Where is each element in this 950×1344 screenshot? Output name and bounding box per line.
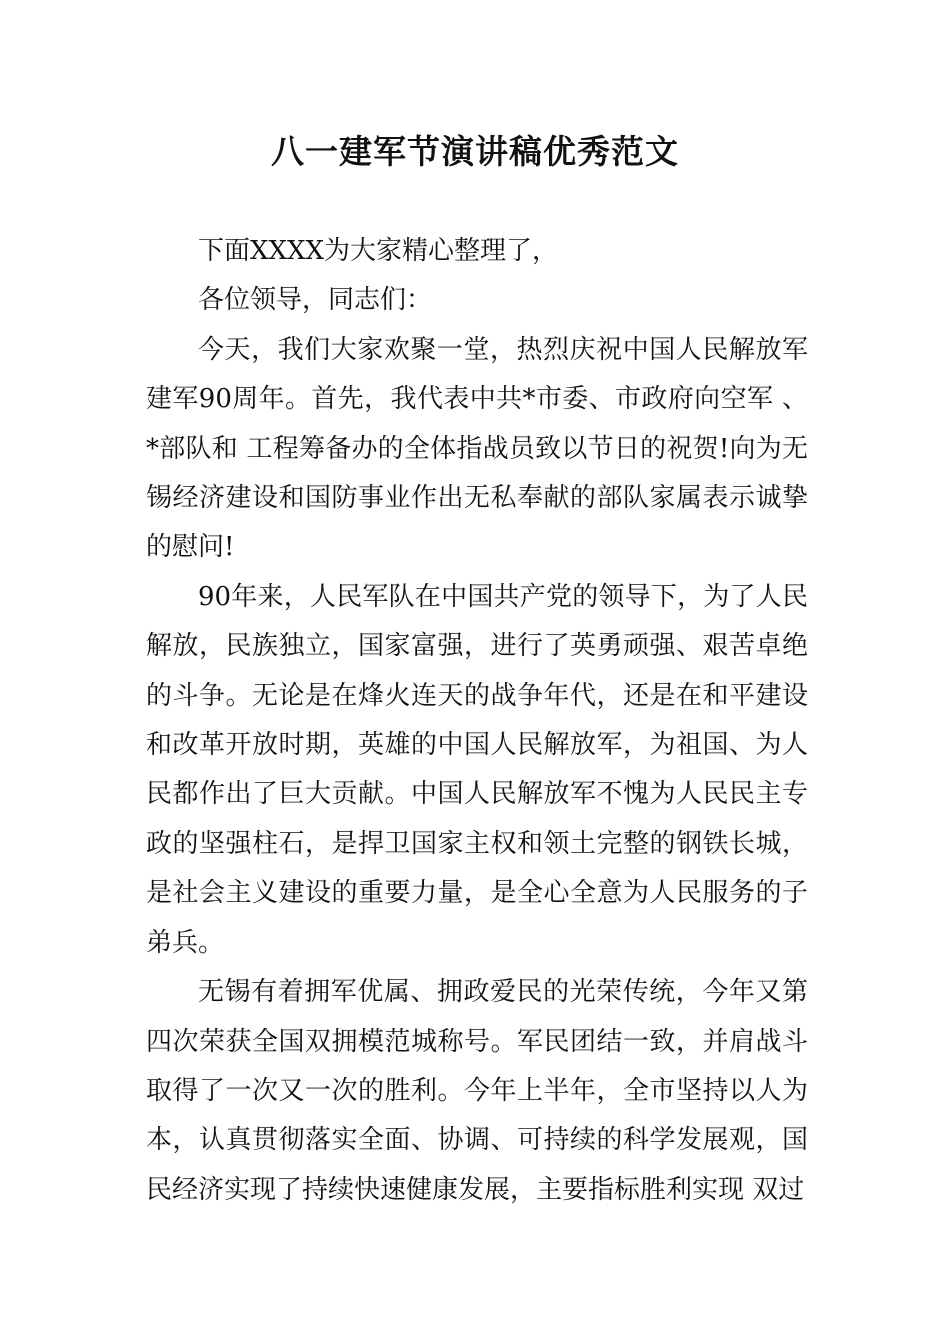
- document-title: 八一建军节演讲稿优秀范文: [271, 132, 679, 171]
- document-body: [146, 227, 808, 1215]
- paragraph-wuxi: 无锡有着拥军优属、拥政爱民的光荣传统，今年又第四次荣获全国双拥模范城称号。军民团结一致，并肩战斗取得了一次又一次的胜利。今年上半年，全市坚持以人为本，认真贯彻落实全面、协调、可持续的科学发展观，国民经济实现了持续快速健康发展，主要指标胜利实现 双过: [146, 977, 808, 1205]
- paragraph-celebration: 今天，我们大家欢聚一堂，热烈庆祝中国人民解放军建军90周年。首先，我代表中共*市委、市政府向空军 、*部队和 工程筹备办的全体指战员致以节日的祝贺!向为无锡经济建设和国防事业作出无私奉献的部队家属表示诚挚的慰问!: [146, 334, 808, 563]
- paragraph-salutation: 各位领导，同志们：: [198, 285, 433, 316]
- paragraph-intro: 下面XXXX为大家精心整理了，: [198, 236, 559, 266]
- paragraph-history: 90年来，人民军队在中国共产党的领导下，为了人民解放，民族独立，国家富强，进行了英勇顽强、艰苦卓绝的斗争。无论是在烽火连天的战争年代，还是在和平建设和改革开放时期，英雄的中国人民解放军，为祖国、为人民都作出了巨大贡献。中国人民解放军不愧为人民民主专政的坚强柱石，是捍卫国家主权和领土完整的钢铁长城，是社会主义建设的重要力量，是全心全意为人民服务的子弟兵。: [146, 581, 808, 958]
